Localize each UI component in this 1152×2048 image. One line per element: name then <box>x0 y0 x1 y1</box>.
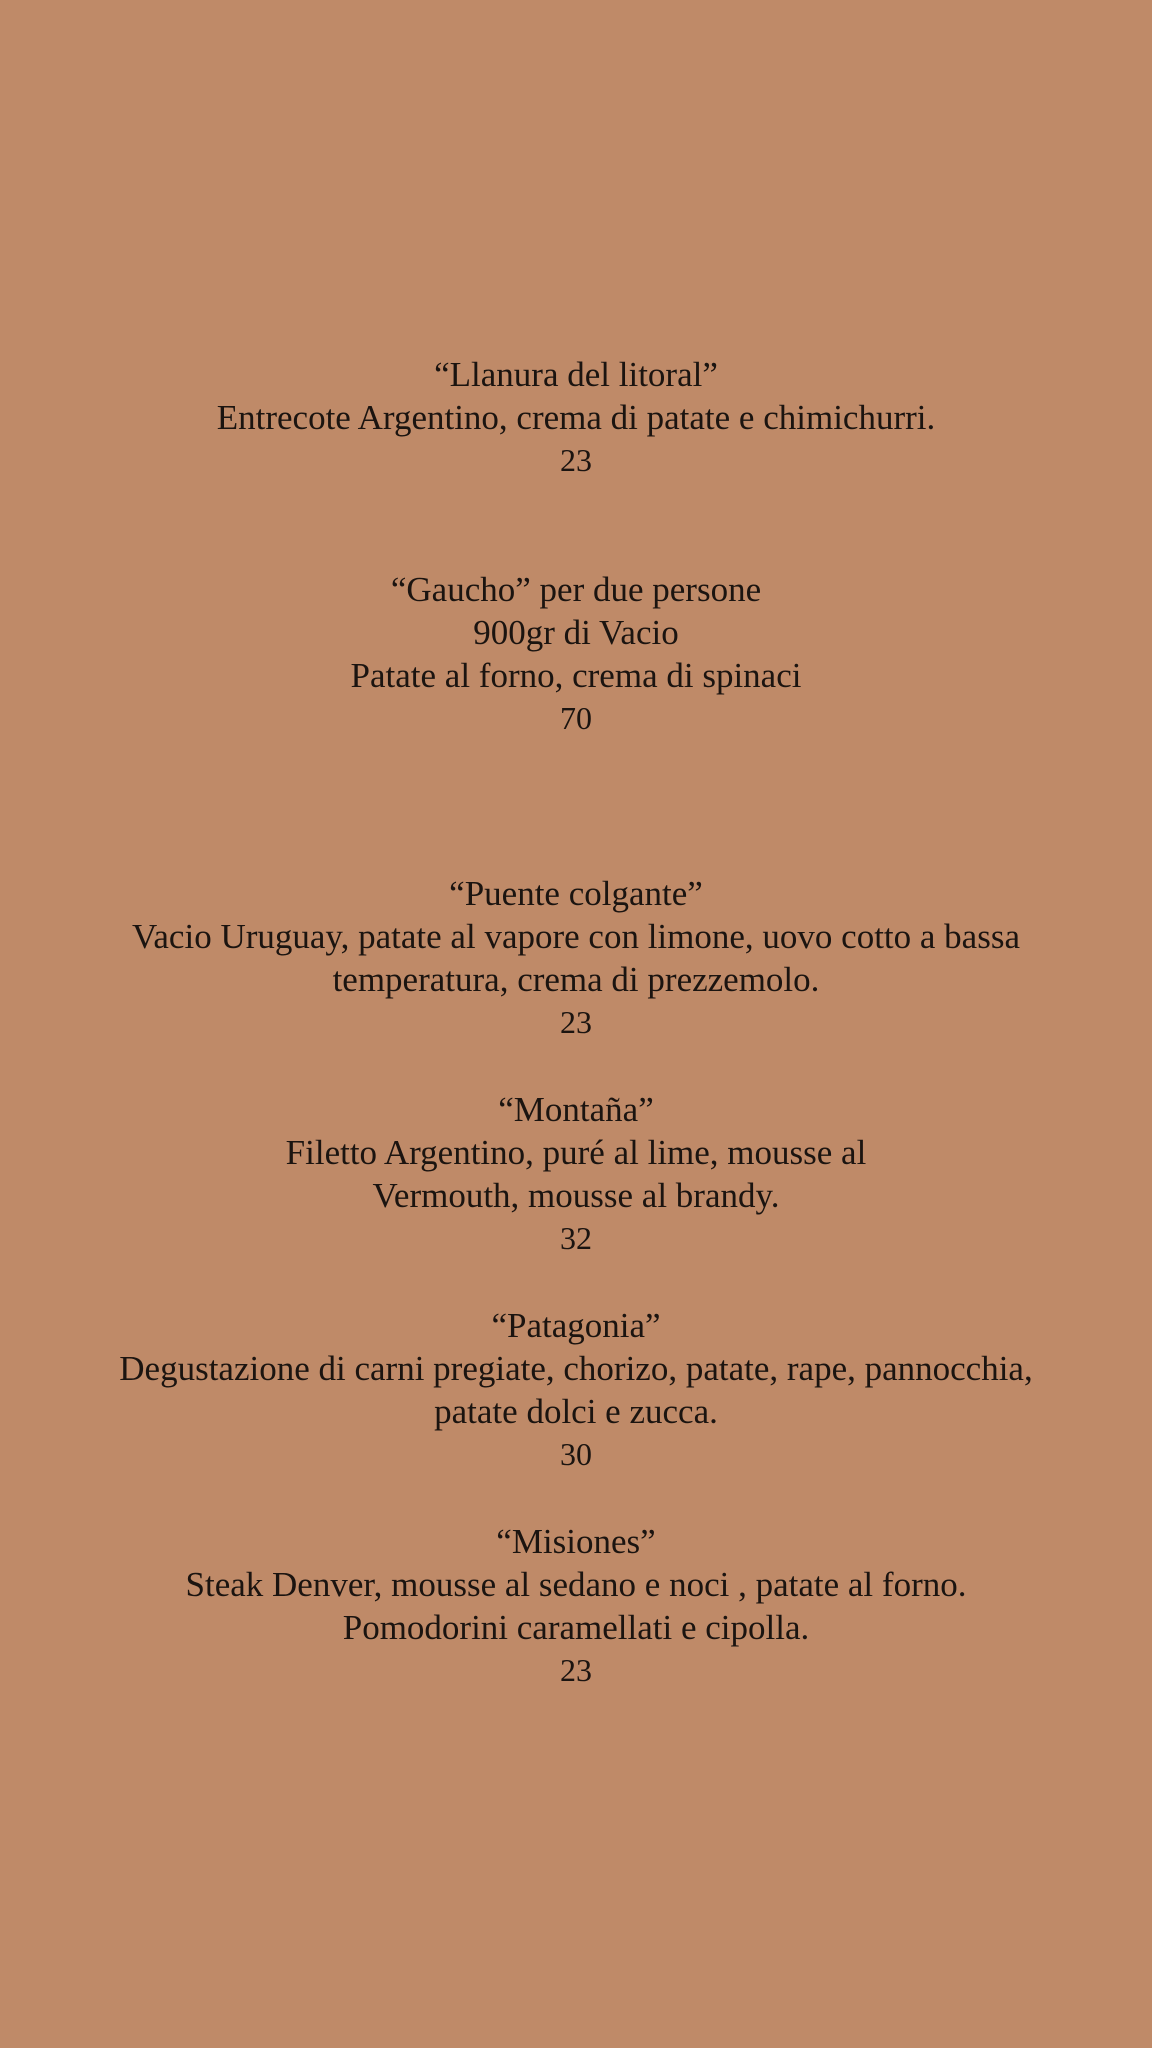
dish-description: temperatura, crema di prezzemolo. <box>332 960 820 999</box>
dish-title: “Patagonia” <box>491 1306 661 1345</box>
dish-patagonia <box>0 1304 1152 1476</box>
dish-description: Entrecote Argentino, crema di patate e chimichurri. <box>216 398 936 437</box>
dish-price: 23 <box>560 1004 592 1040</box>
dish-description: Vacio Uruguay, patate al vapore con limone, uovo cotto a bassa <box>132 917 1020 956</box>
dish-description: 900gr di Vacio <box>473 613 679 652</box>
dish-price: 30 <box>560 1436 592 1472</box>
dish-description: Pomodorini caramellati e cipolla. <box>342 1608 810 1647</box>
dish-gaucho <box>0 568 1152 740</box>
dish-price: 23 <box>560 442 592 478</box>
dish-title: “Gaucho” per due persone <box>390 570 762 609</box>
dish-description: Steak Denver, mousse al sedano e noci , patate al forno. <box>185 1565 967 1604</box>
dish-description: patate dolci e zucca. <box>434 1392 718 1431</box>
dish-puente-colgante <box>0 872 1152 1044</box>
dish-price: 70 <box>560 700 592 736</box>
dish-llanura-del-litoral <box>0 353 1152 482</box>
dish-montana <box>0 1088 1152 1260</box>
dish-description: Filetto Argentino, puré al lime, mousse al <box>285 1133 867 1172</box>
dish-description: Patate al forno, crema di spinaci <box>350 656 802 695</box>
dish-title: “Misiones” <box>496 1522 656 1561</box>
dish-title: “Puente colgante” <box>449 874 703 913</box>
dish-misiones <box>0 1520 1152 1692</box>
dish-title: “Montaña” <box>498 1090 654 1129</box>
dish-description: Degustazione di carni pregiate, chorizo, patate, rape, pannocchia, <box>119 1349 1033 1388</box>
dish-title: “Llanura del litoral” <box>434 355 718 394</box>
dish-price: 23 <box>560 1652 592 1688</box>
dish-description: Vermouth, mousse al brandy. <box>372 1176 780 1215</box>
dish-price: 32 <box>560 1220 592 1256</box>
